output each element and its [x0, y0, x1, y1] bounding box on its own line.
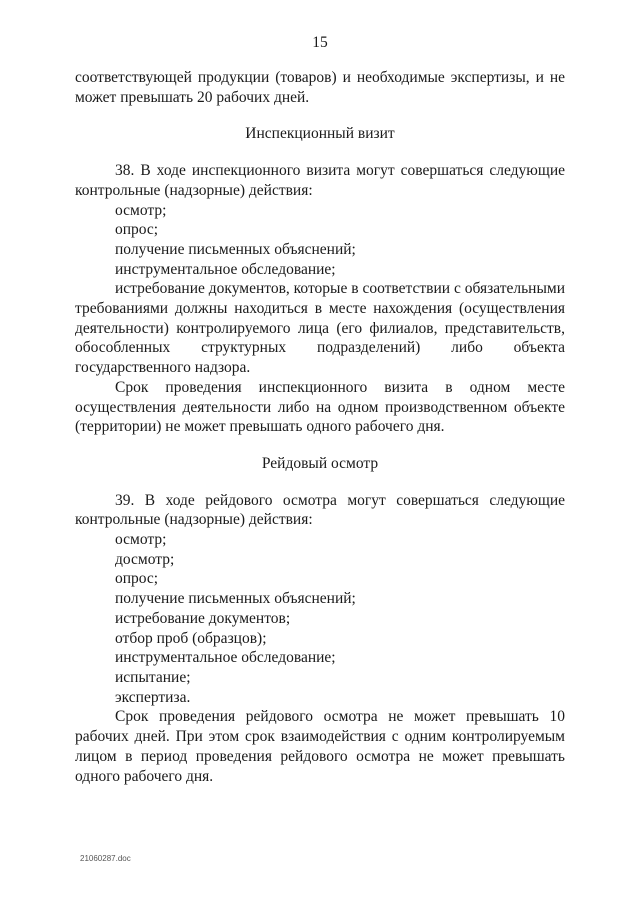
footer-filename: 21060287.doc — [80, 854, 131, 863]
term-paragraph-raid: Срок проведения рейдового осмотра не может превышать 10 рабочих дней. При этом срок взаимодействия с одним контролируемым лицом в период проведения рейдового осмотра не может превышать одного рабочего дня. — [75, 708, 565, 785]
section-heading-raid-inspection: Рейдовый осмотр — [261, 454, 379, 472]
list-item: досмотр; — [115, 550, 175, 568]
list-item: инструментальное обследование; — [115, 649, 336, 667]
list-item: инструментальное обследование; — [115, 260, 336, 278]
page-number: 15 — [312, 34, 328, 51]
list-item: осмотр; — [115, 531, 167, 549]
term-paragraph-inspection: Срок проведения инспекционного визита в одном месте осуществления деятельности либо на одном производственном объекте (территории) не может превышать одного рабочего дня. — [75, 378, 565, 436]
list-item: получение письменных объяснений; — [115, 590, 356, 608]
list-item: опрос; — [115, 570, 159, 588]
list-item-document-request: истребование документов, которые в соответствии с обязательными требованиями должны находиться в месте нахождения (осуществления деятельности) контролируемого лица (его филиалов, представительств, обособленных структурных подразделений) либо объекта государственного надзора. — [75, 280, 565, 377]
list-item: отбор проб (образцов); — [115, 629, 267, 647]
list-item: опрос; — [115, 221, 159, 239]
section-heading-inspection-visit: Инспекционный визит — [245, 125, 395, 143]
section-lead-39: 39. В ходе рейдового осмотра могут совершаться следующие контрольные (надзорные) действия: — [75, 491, 565, 529]
list-item: осмотр; — [115, 201, 167, 219]
list-item: экспертиза. — [115, 688, 191, 706]
list-item: истребование документов; — [115, 609, 291, 627]
list-item: получение письменных объяснений; — [115, 240, 356, 258]
section-lead-38: 38. В ходе инспекционного визита могут совершаться следующие контрольные (надзорные) действия: — [75, 162, 565, 199]
document-body — [75, 68, 565, 786]
intro-paragraph: соответствующей продукции (товаров) и необходимые экспертизы, и не может превышать 20 рабочих дней. — [75, 69, 565, 106]
list-item: испытание; — [115, 668, 191, 686]
